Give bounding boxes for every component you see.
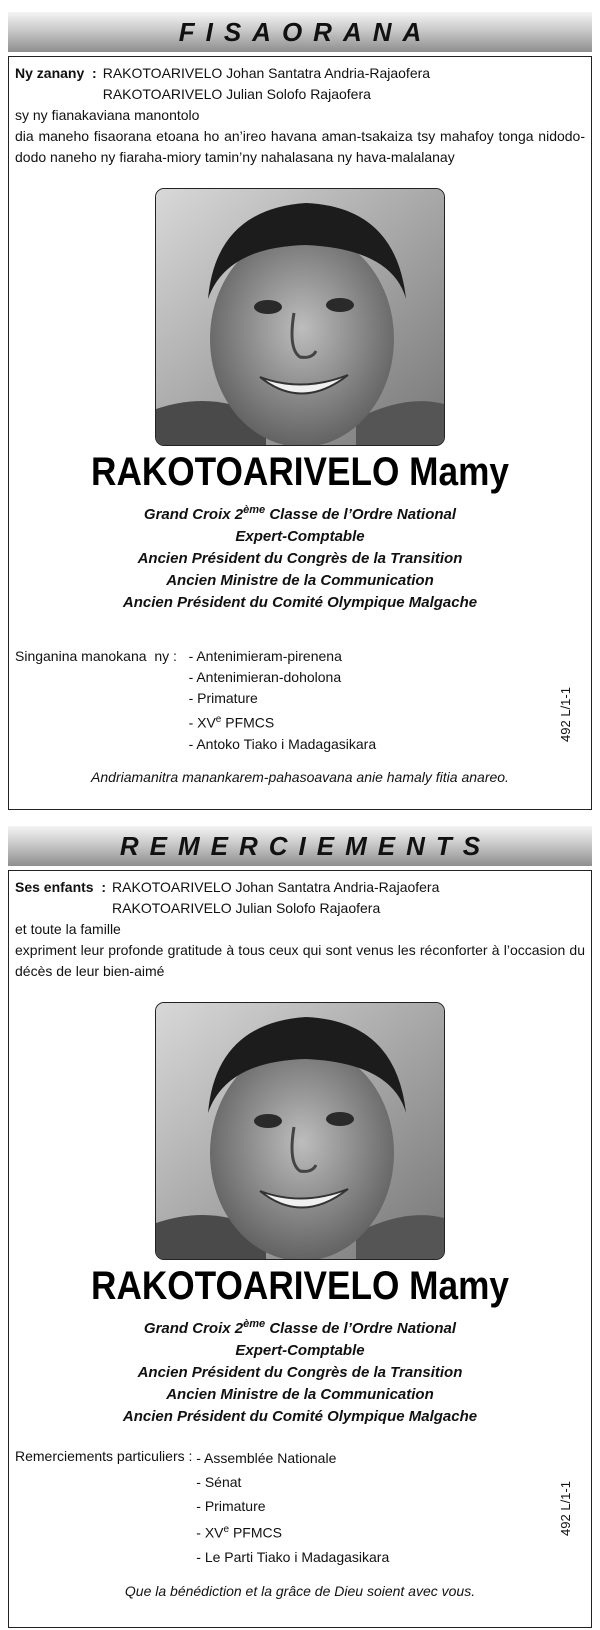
message-text: dia maneho fisaorana etoana ho an’ireo havana aman-tsakaiza tsy mahafoy tonga nidodo-dodo naneho ny fiaraha-miory tamin’ny nahalasana ny hava-malalanay [15, 128, 585, 165]
family-section [9, 57, 591, 168]
child-name: RAKOTOARIVELO Johan Santatra Andria-Rajaofera [112, 879, 440, 895]
notice-body [8, 870, 592, 1628]
thanks-label: Singanina manokana ny : [15, 648, 189, 664]
thanks-item: - Antoko Tiako i Madagasikara [188, 735, 377, 752]
title-line: Ancien Ministre de la Communication [166, 572, 434, 589]
thanks-label: Remerciements particuliers : [15, 1448, 197, 1464]
child-name: RAKOTOARIVELO Julian Solofo Rajaofera [102, 86, 371, 102]
notice-body [8, 56, 592, 810]
special-thanks [9, 646, 591, 755]
reference-code: 492 L/1-1 [558, 1481, 574, 1536]
title-line: Expert-Comptable [235, 1342, 365, 1359]
thanks-item: - XVe PFMCS [188, 714, 275, 731]
portrait-photo [155, 1002, 445, 1260]
family-line: et toute la famille [15, 921, 121, 937]
title-line: Grand Croix 2ème Classe de l’Ordre National [143, 1318, 457, 1337]
children-label: Ny zanany : [15, 65, 97, 81]
title-line: Ancien Président du Comité Olympique Malgache [122, 594, 478, 611]
thanks-item: - Assemblée Nationale [196, 1450, 337, 1466]
title-line: Ancien Président du Congrès de la Transition [137, 1364, 463, 1381]
child-name: RAKOTOARIVELO Johan Santatra Andria-Rajaofera [102, 65, 431, 81]
title-line: Expert-Comptable [235, 528, 365, 545]
deceased-titles [9, 1313, 591, 1428]
deceased-name: RAKOTOARIVELO Mamy [91, 1264, 509, 1308]
message-text: expriment leur profonde gratitude à tous ceux qui sont venus les réconforter à l’occasion du décès de leur bien-aimé [15, 942, 585, 979]
deceased-titles [9, 499, 591, 614]
portrait-image [156, 189, 444, 445]
closing-blessing: Que la bénédiction et la grâce de Dieu soient avec vous. [124, 1582, 476, 1599]
family-section [9, 871, 591, 982]
notice-banner [8, 826, 592, 866]
family-line: sy ny fianakaviana manontolo [15, 107, 200, 123]
notice-remerciements [8, 826, 592, 1628]
child-name: RAKOTOARIVELO Julian Solofo Rajaofera [112, 900, 381, 916]
deceased-name: RAKOTOARIVELO Mamy [91, 450, 509, 494]
thanks-item: - Antenimieran-doholona [188, 669, 342, 685]
portrait-photo [155, 188, 445, 446]
reference-code: 492 L/1-1 [558, 687, 574, 742]
thanks-item: - XVe PFMCS [196, 1524, 282, 1541]
closing-blessing: Andriamanitra manankarem-pahasoavana anie hamaly fitia anareo. [91, 768, 509, 785]
title-line: Ancien Ministre de la Communication [166, 1386, 434, 1403]
banner-title: REMERCIEMENTS [119, 830, 492, 861]
portrait-image [156, 1003, 444, 1259]
thanks-item: - Antenimieram-pirenena [188, 648, 342, 664]
thanks-item: - Primature [188, 690, 258, 706]
thanks-item: - Le Parti Tiako i Madagasikara [196, 1548, 390, 1565]
children-names [97, 63, 430, 105]
notice-banner [8, 12, 592, 52]
thanks-list [189, 646, 377, 755]
title-line: Grand Croix 2ème Classe de l’Ordre National [143, 504, 457, 523]
banner-title: FISAORANA [178, 16, 433, 47]
special-thanks [9, 1446, 591, 1569]
children-label: Ses enfants : [15, 879, 107, 895]
title-line: Ancien Président du Comité Olympique Malgache [122, 1408, 478, 1425]
thanks-item: - Sénat [196, 1474, 242, 1490]
children-names [106, 877, 439, 919]
thanks-item: - Primature [196, 1498, 266, 1514]
notice-fisaorana [8, 12, 592, 810]
thanks-list [196, 1446, 389, 1569]
title-line: Ancien Président du Congrès de la Transition [137, 550, 463, 567]
